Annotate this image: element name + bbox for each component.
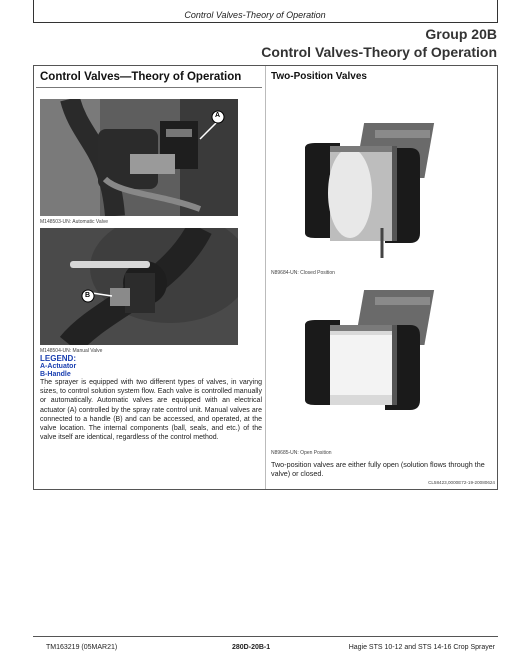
manual-id: TM163219 (05MAR21) xyxy=(46,644,118,651)
valve-description-paragraph: The sprayer is equipped with two different types of valves, in varying sizes, to control solution system flow. Each valve is controlled manually or automatically. Automatic valves are equipped with an electrical actuator (A) controlled by the spray rate control unit. Manual valves are connected to a handle (B) and can be accessed, and operated, at the valve location. The internal components (ball, seals, and etc.) of the valve itself are identical, regardless of the control method. xyxy=(40,379,262,442)
header-rule xyxy=(33,22,498,23)
manual-valve-photo xyxy=(40,228,238,345)
closed-valve-illustration xyxy=(300,118,440,263)
product-name: Hagie STS 10-12 and STS 14-16 Crop Sprayer xyxy=(348,644,495,651)
legend-item-actuator: A-Actuator xyxy=(40,363,77,370)
two-position-valves-heading: Two-Position Valves xyxy=(271,71,367,82)
group-label: Group 20B xyxy=(425,26,497,42)
automatic-valve-photo xyxy=(40,99,238,216)
two-position-paragraph: Two-position valves are either fully open (solution flows through the valve) or closed. xyxy=(271,460,485,479)
section-title-rule xyxy=(36,87,262,88)
actuator-callout: A xyxy=(215,112,221,119)
manual-valve-caption: M148504-UN: Manual Valve xyxy=(40,348,103,354)
document-code: CL58423,0000E72-19-20080624 xyxy=(428,480,495,485)
open-position-caption: N89685-UN: Open Position xyxy=(271,450,332,456)
legend-title: LEGEND: xyxy=(40,354,76,363)
closed-position-caption: N89684-UN: Closed Position xyxy=(271,270,335,276)
page-title: Control Valves-Theory of Operation xyxy=(261,44,497,60)
legend-item-handle: B-Handle xyxy=(40,371,71,378)
running-title: Control Valves-Theory of Operation xyxy=(184,10,326,20)
handle-callout: B xyxy=(85,292,91,299)
open-valve-illustration xyxy=(300,285,440,425)
footer-rule xyxy=(33,636,498,637)
page-number: 280D-20B-1 xyxy=(232,644,271,651)
section-title: Control Valves—Theory of Operation xyxy=(40,71,242,83)
column-divider xyxy=(265,66,266,489)
automatic-valve-caption: M148503-UN: Automatic Valve xyxy=(40,219,108,225)
